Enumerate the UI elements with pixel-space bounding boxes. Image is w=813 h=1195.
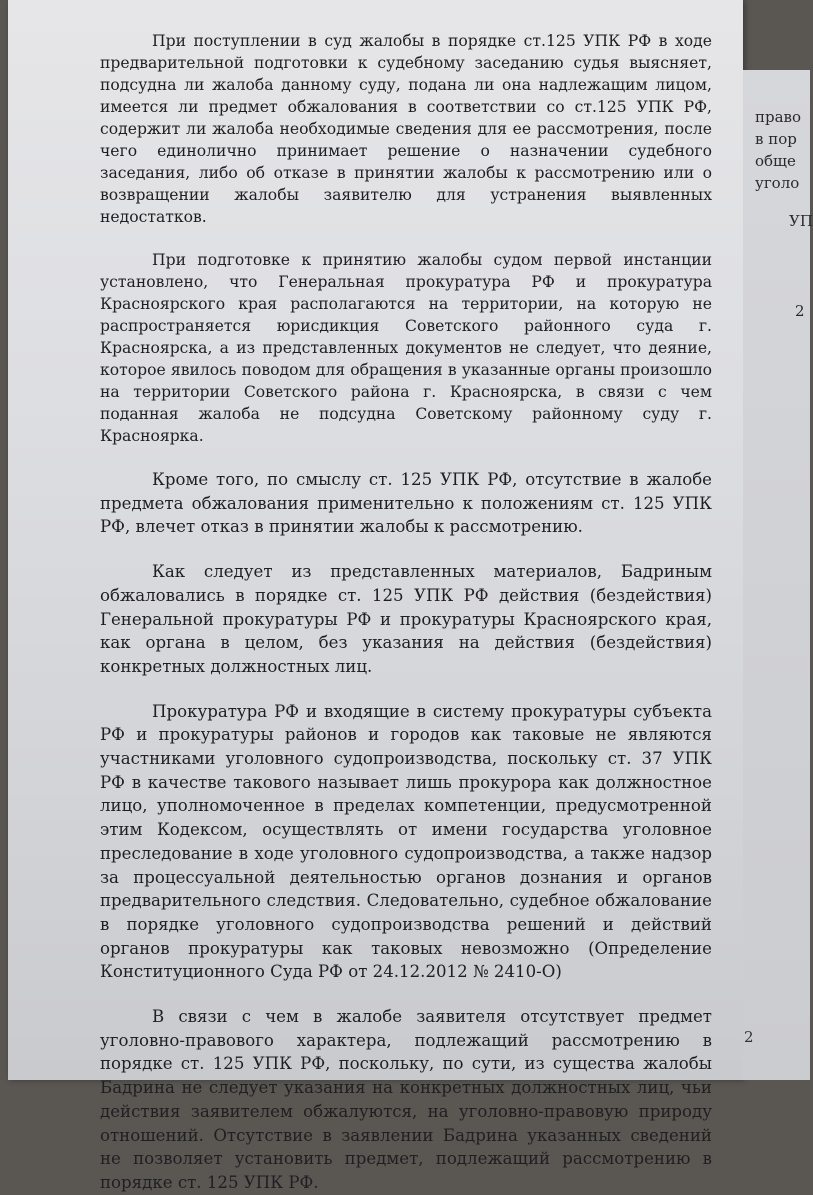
adjacent-fragment: обще bbox=[755, 152, 796, 170]
document-page bbox=[8, 0, 743, 1192]
adjacent-fragment: право bbox=[755, 108, 802, 126]
paragraph-5: Прокуратура РФ и входящие в систему прокуратуры субъекта РФ и прокуратуры районов и городов как таковые не являются участниками уголовного судопроизводства, поскольку ст. 37 УПК РФ в качестве такового называет лишь прокурора как должностное лицо, уполномоченное в пределах компетенции, предусмотренной этим Кодексом, осуществлять от имени государства уголовное преследование в ходе уголовного судопроизводства, а также надзор за процессуальной деятельностью органов дознания и органов предварительного следствия. Следовательно, судебное обжалование в порядке уголовного судопроизводства решений и действий органов прокуратуры как таковых невозможно (Определение Конституционного Суда РФ от 24.12.2012 № 2410-О) bbox=[100, 701, 712, 982]
paragraph-3: Кроме того, по смыслу ст. 125 УПК РФ, отсутствие в жалобе предмета обжалования применительно к положениям ст. 125 УПК РФ, влечет отказ в принятии жалобы к рассмотрению. bbox=[100, 470, 712, 537]
adjacent-fragment: в пор bbox=[755, 130, 797, 148]
adjacent-page-edge bbox=[743, 70, 813, 1080]
adjacent-fragment: 2 bbox=[795, 302, 805, 320]
document-body bbox=[100, 30, 712, 1195]
adjacent-fragment: УП bbox=[789, 212, 813, 230]
page-number: 2 bbox=[744, 1028, 754, 1046]
paragraph-4: Как следует из представленных материалов, Бадриным обжаловались в порядке ст. 125 УПК РФ действия (бездействия) Генеральной прокуратуры РФ и прокуратуры Красноярского края, как органа в целом, без указания на действия (бездействия) конкретных должностных лиц. bbox=[100, 562, 712, 676]
paragraph-1: При поступлении в суд жалобы в порядке ст.125 УПК РФ в ходе предварительной подготовки к судебному заседанию судья выясняет, подсудна ли жалоба данному суду, подана ли она надлежащим лицом, имеется ли предмет обжалования в соответствии со ст.125 УПК РФ, содержит ли жалоба необходимые сведения для ее рассмотрения, после чего единолично принимает решение о назначении судебного заседания, либо об отказе в принятии жалобы к рассмотрению или о возвращении жалобы заявителю для устранения выявленных недостатков. bbox=[100, 32, 712, 226]
adjacent-fragment: уголо bbox=[755, 174, 800, 192]
paragraph-6: В связи с чем в жалобе заявителя отсутствует предмет уголовно-правового характера, подлежащий рассмотрению в порядке ст. 125 УПК РФ, поскольку, по сути, из существа жалобы Бадрина не следует указания на конкретных должностных лиц, чьи действия заявителем обжалуются, на уголовно-правовую природу отношений. Отсутствие в заявлении Бадрина указанных сведений не позволяет установить предмет, подлежащий рассмотрению в порядке ст. 125 УПК РФ. bbox=[100, 1007, 712, 1192]
paragraph-2: При подготовке к принятию жалобы судом первой инстанции установлено, что Генеральная прокуратура РФ и прокуратура Красноярского края располагаются на территории, на которую не распространяется юрисдикция Советского районного суда г. Красноярска, а из представленных документов не следует, что деяние, которое явилось поводом для обращения в указанные органы произошло на территории Советского района г. Красноярска, в связи с чем поданная жалоба не подсудна Советскому районному суду г. Красноярка. bbox=[100, 251, 712, 445]
